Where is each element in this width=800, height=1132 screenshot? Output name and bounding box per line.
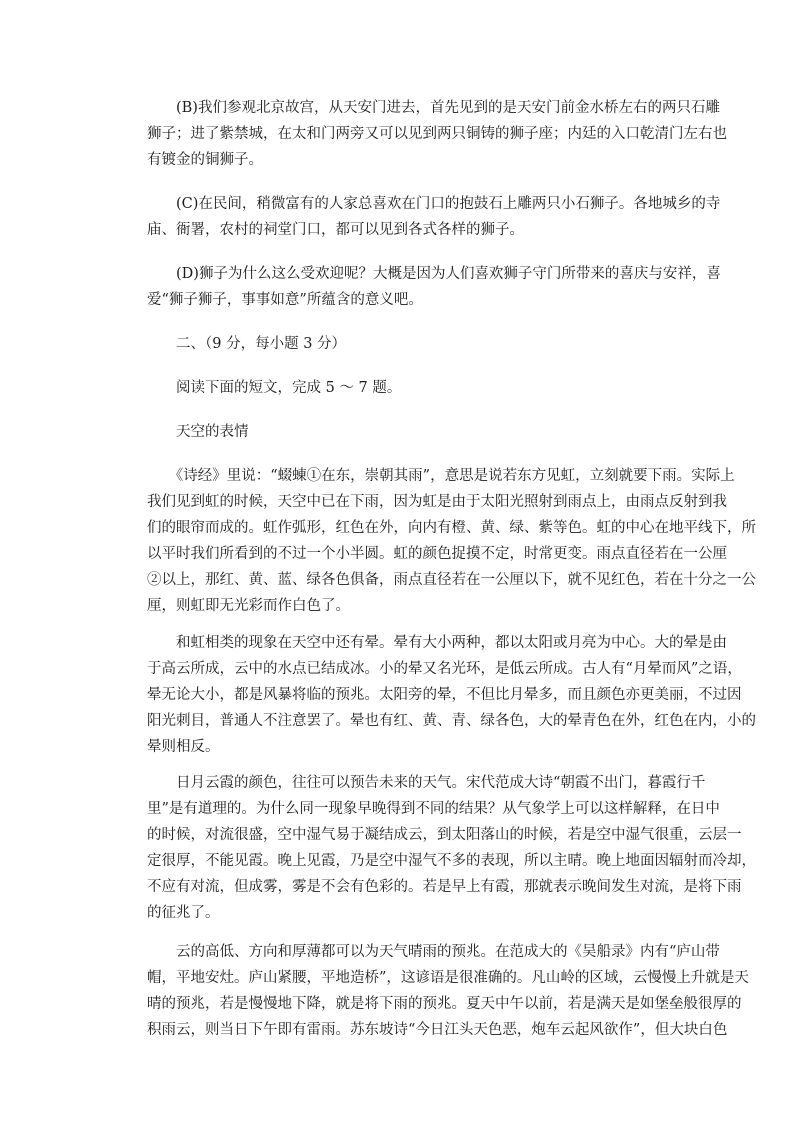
text-line: 天空的表情 bbox=[147, 424, 249, 440]
text-line: 以平时我们所看到的不过一个小半圆。虹的颜色捉摸不定，时常更变。雨点直径若在一公厘 bbox=[147, 546, 727, 562]
text-line: 庙、衙署，农村的祠堂门口，都可以见到各式各样的狮子。 bbox=[147, 222, 524, 238]
essay-paragraph-2 bbox=[147, 630, 756, 760]
text-line: 《诗经》里说：“蝃蝀①在东，崇朝其雨”，意思是说若东方见虹，立刻就要下雨。实际上 bbox=[147, 468, 735, 484]
text-line: (D)狮子为什么这么受欢迎呢？大概是因为人们喜欢狮子守门所带来的喜庆与安祥，喜 bbox=[147, 266, 721, 282]
text-line: 们的眼帘而成的。虹作弧形，红色在外，向内有橙、黄、绿、紫等色。虹的中心在地平线下，所 bbox=[147, 520, 756, 536]
text-line: 里”是有道理的。为什么同一现象早晚得到不同的结果？从气象学上可以这样解释，在日中 bbox=[147, 801, 720, 817]
text-line: 于高云所成，云中的水点已结成冰。小的晕又名光环，是低云所成。古人有“月晕而风”之语， bbox=[147, 661, 742, 677]
text-line: 我们见到虹的时候，天空中已在下雨，因为虹是由于太阳光照射到雨点上，由雨点反射到我 bbox=[147, 494, 727, 510]
text-line: 的征兆了。 bbox=[147, 905, 220, 921]
text-line: (C)在民间，稍微富有的人家总喜欢在门口的抱鼓石上雕两只小石狮子。各地城乡的寺 bbox=[147, 196, 721, 212]
text-line: 爱“狮子狮子，事事如意”所蕴含的意义吧。 bbox=[147, 292, 423, 308]
text-line: 日月云霞的颜色，往往可以预告未来的天气。宋代范成大诗“朝霞不出门，暮霞行千 bbox=[147, 775, 706, 791]
text-line: 云的高低、方向和厚薄都可以为天气晴雨的预兆。在范成大的《吴船录》内有“庐山带 bbox=[147, 944, 720, 960]
essay-paragraph-1 bbox=[147, 463, 756, 619]
text-line: 狮子；进了紫禁城，在太和门两旁又可以见到两只铜铸的狮子座；内廷的入口乾清门左右也 bbox=[147, 126, 727, 142]
text-line: 阳光刺目，普通人不注意罢了。晕也有红、黄、青、绿各色，大的晕青色在外，红色在内，小的 bbox=[147, 713, 756, 729]
section-heading bbox=[147, 331, 667, 357]
text-line: 晕无论大小，都是风暴将临的预兆。太阳旁的晕，不但比月晕多，而且颜色亦更美丽，不过因 bbox=[147, 687, 742, 703]
text-line: 阅读下面的短文，完成 5 ～ 7 题。 bbox=[147, 380, 402, 396]
text-line: 定很厚，不能见霞。晚上见霞，乃是空中湿气不多的表现，所以主晴。晚上地面因辐射而冷却， bbox=[147, 853, 756, 869]
text-line: (B)我们参观北京故宫，从天安门进去，首先见到的是天安门前金水桥左右的两只石雕 bbox=[147, 100, 720, 116]
text-line: 的时候，对流很盛，空中湿气易于凝结成云，到太阳落山的时候，若是空中湿气很重，云层一 bbox=[147, 827, 742, 843]
paragraph-b bbox=[147, 95, 727, 173]
essay-title bbox=[147, 419, 667, 445]
text-line: 有镀金的铜狮子。 bbox=[147, 152, 263, 168]
text-line: 不应有对流，但成雾，雾是不会有色彩的。若是早上有霞，那就表示晚间发生对流，是将下雨 bbox=[147, 879, 742, 895]
text-line: 晴的预兆，若是慢慢地下降，就是将下雨的预兆。夏天中午以前，若是满天是如堡垒般很厚的 bbox=[147, 996, 742, 1012]
text-line: 积雨云，则当日下午即有雷雨。苏东坡诗“今日江头天色恶，炮车云起风欲作”，但大块白色 bbox=[147, 1022, 728, 1038]
text-line: 晕则相反。 bbox=[147, 739, 220, 755]
text-line: ②以上，那红、黄、蓝、绿各色俱备，雨点直径若在一公厘以下，就不见红色，若在十分之一公 bbox=[147, 572, 756, 588]
reading-instruction bbox=[147, 375, 667, 401]
text-line: 和虹相类的现象在天空中还有晕。晕有大小两种，都以太阳或月亮为中心。大的晕是由 bbox=[147, 635, 727, 651]
text-line: 二、（9 分，每小题 3 分） bbox=[147, 336, 347, 352]
essay-paragraph-3 bbox=[147, 770, 756, 926]
text-line: 帽，平地安灶。庐山紧腰，平地造桥”，这谚语是很准确的。凡山岭的区域，云慢慢上升就是天 bbox=[147, 970, 749, 986]
essay-paragraph-4 bbox=[147, 939, 749, 1043]
text-line: 厘，则虹即无光彩而作白色了。 bbox=[147, 598, 350, 614]
paragraph-c bbox=[147, 191, 721, 243]
paragraph-d bbox=[147, 261, 721, 313]
